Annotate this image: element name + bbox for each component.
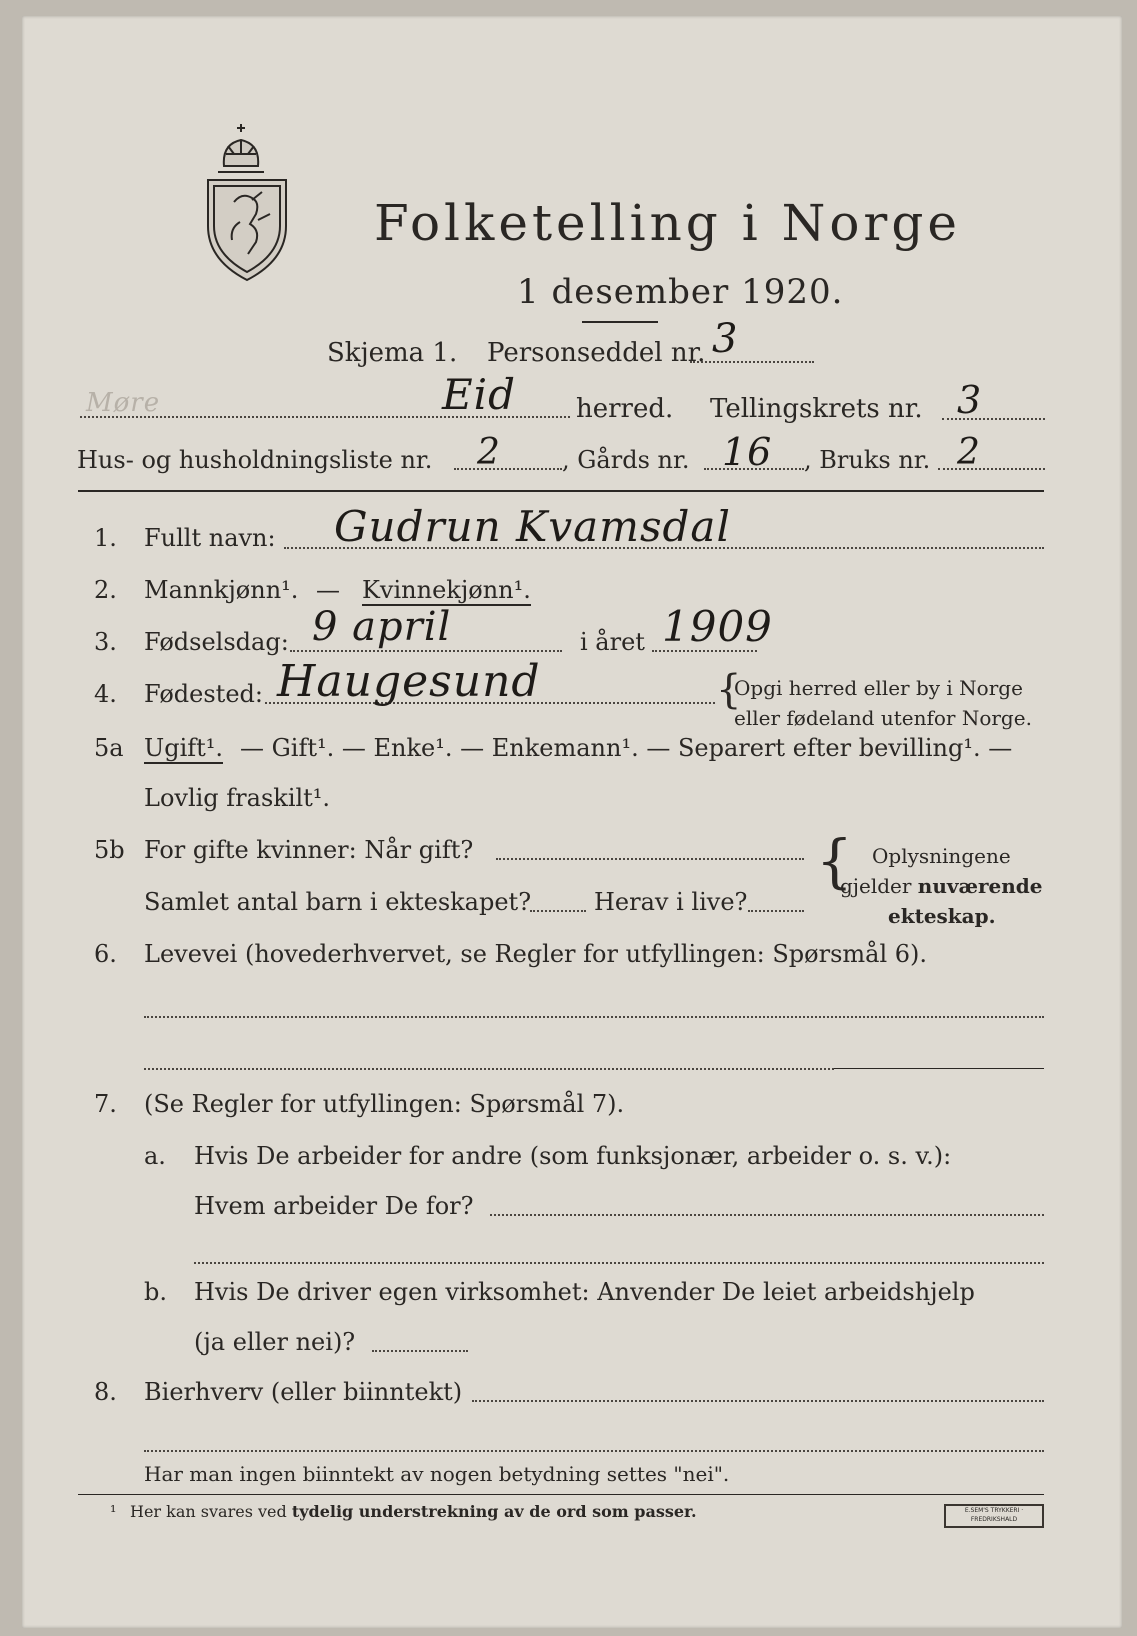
q2-female-option[interactable]: Kvinnekjønn¹. <box>362 576 531 604</box>
occupation-field-rule <box>834 1068 1044 1069</box>
q7a-letter: a. <box>144 1142 166 1170</box>
children-alive-field[interactable] <box>748 910 804 912</box>
q7b-letter: b. <box>144 1278 167 1306</box>
q8-label: Bierhverv (eller biinntekt) <box>144 1378 463 1406</box>
occupation-field-line1[interactable] <box>144 1016 1044 1018</box>
census-date: 1 desember 1920. <box>517 272 844 312</box>
title-divider <box>582 321 658 323</box>
q6-number: 6. <box>94 940 117 968</box>
q5b-number: 5b <box>94 836 125 864</box>
hus-label: Hus- og husholdningsliste nr. <box>77 446 433 474</box>
occupation-field-line2[interactable] <box>144 1068 834 1070</box>
tellingskrets-value: 3 <box>957 378 983 422</box>
birthday-field[interactable] <box>290 650 562 652</box>
footnote-mark: ¹ <box>110 1502 117 1521</box>
q5a-ugift-option[interactable]: Ugift¹. <box>144 734 224 762</box>
personseddel-field[interactable] <box>690 361 814 363</box>
full-name-value: Gudrun Kvamsdal <box>334 502 731 551</box>
q5a-number: 5a <box>94 734 124 762</box>
side-income-field-line1[interactable] <box>472 1400 1044 1402</box>
birthplace-value: Haugesund <box>277 656 541 707</box>
q2-dash: — <box>316 576 340 604</box>
q1-number: 1. <box>94 524 117 552</box>
bruks-value: 2 <box>957 432 981 473</box>
q8-number: 8. <box>94 1378 117 1406</box>
q7b-label: Hvis De driver egen virksomhet: Anvender De leiet arbeidshjelp <box>194 1278 975 1306</box>
q7a-label: Hvis De arbeider for andre (som funksjonær, arbeider o. s. v.): <box>194 1142 952 1170</box>
q4-note-line1: Opgi herred eller by i Norge <box>734 676 1023 700</box>
q7-number: 7. <box>94 1090 117 1118</box>
coat-of-arms-icon <box>204 122 294 282</box>
side-income-field-line2[interactable] <box>144 1450 1044 1452</box>
married-when-field[interactable] <box>496 858 804 860</box>
q6-label: Levevei (hovederhvervet, se Regler for utfyllingen: Spørsmål 6). <box>144 940 928 968</box>
herred-value: Eid <box>442 370 516 419</box>
q7b-yes-no-label: (ja eller nei)? <box>194 1328 356 1356</box>
q3-number: 3. <box>94 628 117 656</box>
bruks-field[interactable] <box>938 468 1045 470</box>
q5b-label: For gifte kvinner: Når gift? <box>144 836 474 864</box>
gards-label: , Gårds nr. <box>562 446 690 474</box>
q4-label: Fødested: <box>144 680 263 708</box>
herred-label: herred. <box>576 394 674 424</box>
children-count-field[interactable] <box>530 910 586 912</box>
q5a-fraskilt-option[interactable]: Lovlig fraskilt¹. <box>144 784 331 812</box>
q5b-alive-label: Herav i live? <box>594 888 748 916</box>
q4-brace: { <box>716 667 742 713</box>
footer-divider <box>78 1494 1044 1495</box>
q5b-brace: { <box>816 827 853 895</box>
q5a-other-options[interactable]: — Gift¹. — Enke¹. — Enkemann¹. — Separert efter bevilling¹. — <box>240 734 1013 762</box>
q7-label: (Se Regler for utfyllingen: Spørsmål 7). <box>144 1090 625 1118</box>
q2-number: 2. <box>94 576 117 604</box>
hus-field[interactable] <box>454 468 562 470</box>
q5b-children-label: Samlet antal barn i ekteskapet? <box>144 888 532 916</box>
header-divider <box>78 490 1044 492</box>
q3-year-label: i året <box>580 628 645 656</box>
employer-field-line2[interactable] <box>194 1262 1044 1264</box>
side-income-note: Har man ingen biinntekt av nogen betydning settes "nei". <box>144 1462 730 1486</box>
census-form-page <box>22 16 1122 1628</box>
birthday-value: 9 april <box>312 604 452 650</box>
printer-stamp: E.SEM'S TRYKKERI · FREDRIKSHALD <box>944 1504 1044 1528</box>
q1-label: Fullt navn: <box>144 524 276 552</box>
q3-label: Fødselsdag: <box>144 628 289 656</box>
skjema-label: Skjema 1. <box>327 338 458 368</box>
q4-number: 4. <box>94 680 117 708</box>
tellingskrets-label: Tellingskrets nr. <box>710 394 923 424</box>
form-title: Folketelling i Norge <box>374 194 961 252</box>
q4-note-line2: eller fødeland utenfor Norge. <box>734 706 1032 730</box>
q5b-note-line1: Oplysningene <box>872 844 1011 868</box>
q5b-note-line3: ekteskap. <box>888 904 996 928</box>
q2-male-option[interactable]: Mannkjønn¹. <box>144 576 299 604</box>
footnote-text: Her kan svares ved tydelig understrekning av de ord som passer. <box>130 1502 697 1521</box>
q7a-employer-label: Hvem arbeider De for? <box>194 1192 474 1220</box>
gards-value: 16 <box>722 430 773 474</box>
q5b-note-line2: gjelder nuværende <box>840 874 1043 898</box>
personseddel-label: Personseddel nr. <box>487 338 706 368</box>
personseddel-value: 3 <box>712 316 739 362</box>
place-prefix-value: Møre <box>86 388 161 418</box>
hired-help-field[interactable] <box>372 1350 468 1352</box>
hus-value: 2 <box>477 432 501 473</box>
birth-year-value: 1909 <box>662 602 773 651</box>
employer-field-line1[interactable] <box>490 1214 1044 1216</box>
bruks-label: , Bruks nr. <box>804 446 931 474</box>
